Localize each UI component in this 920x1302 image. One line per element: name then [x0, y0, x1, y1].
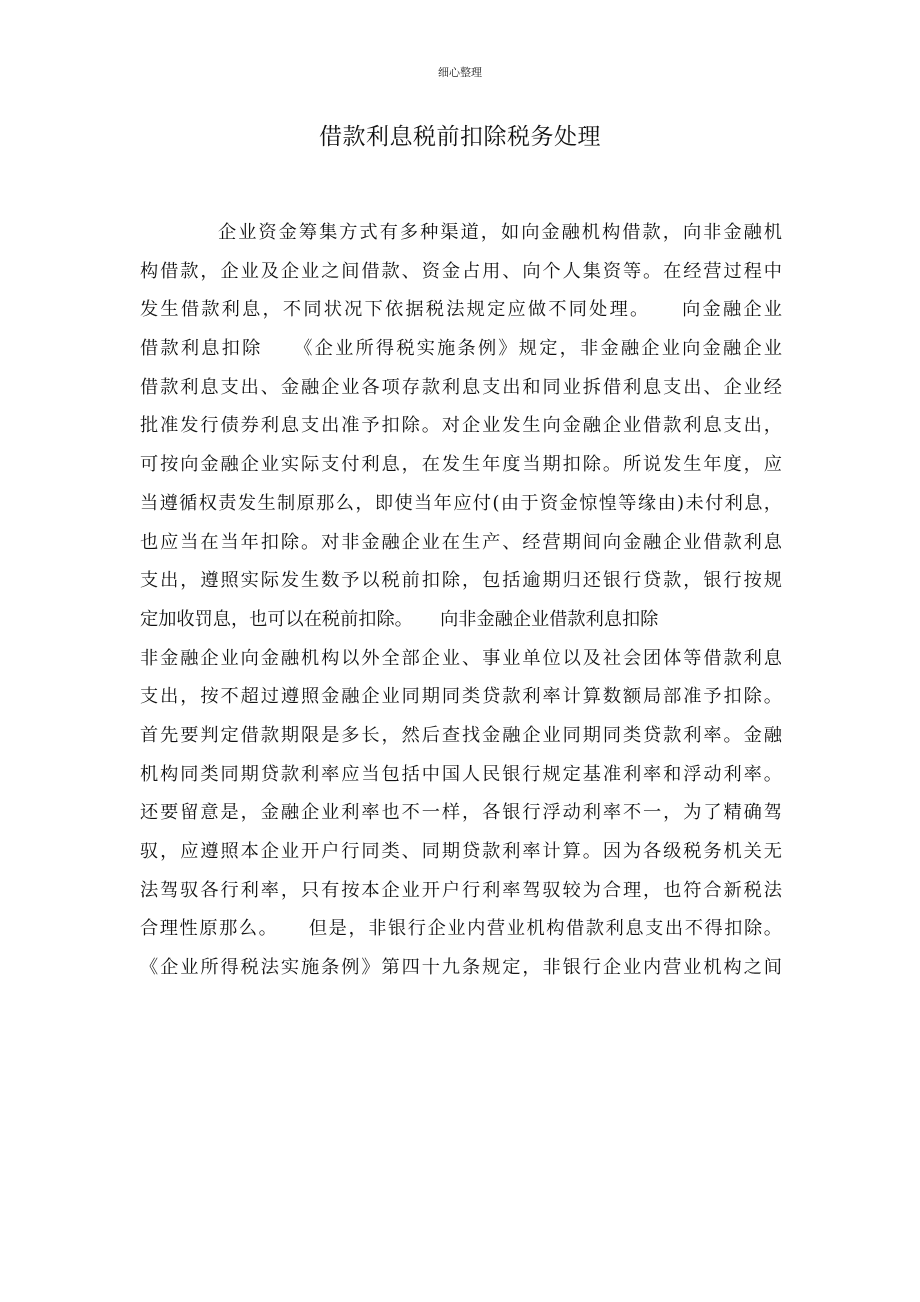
body-line: 合理性原那么。 但是，非银行企业内营业机构借款利息支出不得扣除。: [140, 918, 782, 940]
page-header: 细心整理: [438, 66, 482, 79]
body-line: 定加收罚息，也可以在税前扣除。 向非金融企业借款利息扣除: [140, 608, 659, 630]
body-line: 驭，应遵照本企业开户行同类、同期贷款利率计算。因为各级税务机关无: [140, 841, 782, 862]
body-line: 支出，按不超过遵照金融企业同期同类贷款利率计算数额局部准予扣除。: [140, 686, 782, 708]
body-line: 法驾驭各行利率，只有按本企业开户行利率驾驭较为合理，也符合新税法: [140, 879, 782, 901]
body-line: 支出，遵照实际发生数予以税前扣除，包括逾期归还银行贷款，银行按规: [140, 570, 782, 592]
body-line: 借款利息支出、金融企业各项存款利息支出和同业拆借利息支出、企业经: [140, 376, 782, 398]
body-line: 还要留意是，金融企业利率也不一样，各银行浮动利率不一，为了精确驾: [140, 802, 782, 824]
body-line: 企业资金筹集方式有多种渠道，如向金融机构借款，向非金融机: [218, 222, 782, 243]
body-line: 首先要判定借款期限是多长，然后查找金融企业同期同类贷款利率。金融: [140, 724, 782, 746]
body-line: 也应当在当年扣除。对非金融企业在生产、经营期间向金融企业借款利息: [140, 531, 782, 553]
document-title: 借款利息税前扣除税务处理: [319, 124, 601, 150]
document-body: [140, 214, 782, 988]
body-line: 可按向金融企业实际支付利息，在发生年度当期扣除。所说发生年度，应: [140, 454, 782, 476]
body-line: 当遵循权责发生制原那么，即使当年应付(由于资金惊惶等缘由)未付利息，: [140, 492, 782, 514]
body-line: 发生借款利息，不同状况下依据税法规定应做不同处理。 向金融企业: [140, 299, 782, 321]
body-line: 批准发行债券利息支出准予扣除。对企业发生向金融企业借款利息支出，: [140, 415, 782, 437]
body-line: 机构同类同期贷款利率应当包括中国人民银行规定基准利率和浮动利率。: [140, 763, 782, 785]
body-line: 非金融企业向金融机构以外全部企业、事业单位以及社会团体等借款利息: [140, 647, 782, 669]
body-line: 借款利息扣除 《企业所得税实施条例》规定，非金融企业向金融企业: [140, 338, 782, 360]
body-line: 《企业所得税法实施条例》第四十九条规定，非银行企业内营业机构之间: [140, 957, 782, 979]
body-line: 构借款，企业及企业之间借款、资金占用、向个人集资等。在经营过程中: [140, 260, 782, 282]
